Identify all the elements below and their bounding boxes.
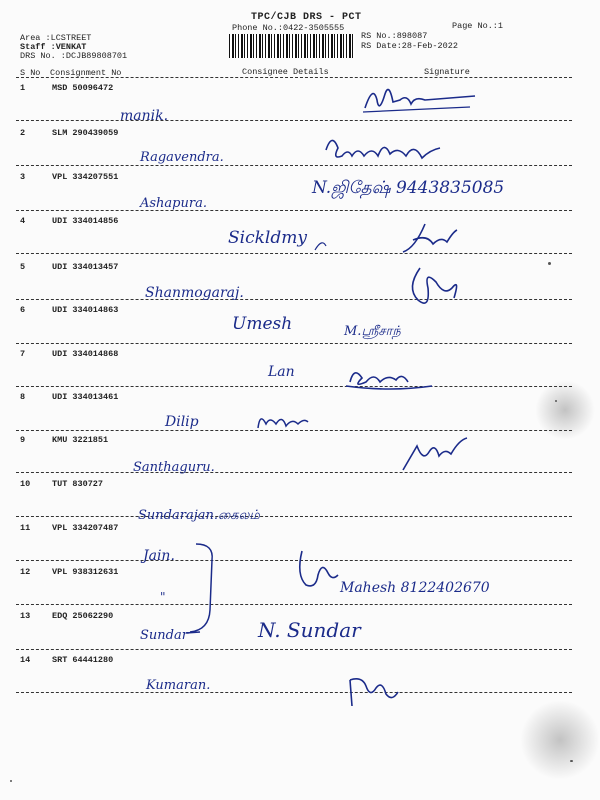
row-sno: 12 xyxy=(20,567,31,577)
handwritten-name: Lan xyxy=(268,364,295,380)
handwritten-signature: N. Sundar xyxy=(258,618,361,642)
scan-smudge xyxy=(520,700,600,780)
col-header-consignee: Consignee Details xyxy=(242,67,329,77)
drs-number: DRS No. :DCJB89808701 xyxy=(20,51,128,61)
row-sno: 14 xyxy=(20,655,31,665)
page-number: Page No.:1 xyxy=(452,21,504,31)
col-header-sno: S No xyxy=(20,68,41,78)
col-header-signature: Signature xyxy=(424,67,470,77)
row-sno: 6 xyxy=(20,305,26,315)
handwritten-phone: Mahesh 8122402670 xyxy=(340,580,490,596)
scan-smudge xyxy=(535,380,595,440)
signature-row-14 xyxy=(342,672,402,712)
row-sno: 2 xyxy=(20,128,26,138)
row-consignment: UDI 334014863 xyxy=(52,305,119,315)
handwritten-name: Sundarajan.கைலம் xyxy=(138,508,260,523)
row-sno: 11 xyxy=(20,523,31,533)
row-consignment: SLM 290439059 xyxy=(52,128,119,138)
signature-row-8 xyxy=(252,408,312,438)
row-sno: 3 xyxy=(20,172,26,182)
scan-speck xyxy=(570,760,573,762)
scan-speck xyxy=(10,780,12,782)
signature-row-5 xyxy=(400,258,470,318)
handwritten-name: manik. xyxy=(120,108,169,124)
handwritten-name: Umesh xyxy=(232,314,293,334)
scan-speck xyxy=(555,400,557,402)
row-sno: 5 xyxy=(20,262,26,272)
handwritten-name: Sundar xyxy=(140,628,188,643)
handwritten-name: Jain. xyxy=(143,548,175,564)
row-consignment: SRT 64441280 xyxy=(52,655,114,665)
signature-row-1 xyxy=(355,80,480,120)
row-consignment: VPL 938312631 xyxy=(52,567,119,577)
handwritten-name: Santhaguru. xyxy=(133,460,215,475)
rs-number: RS No.:898087 xyxy=(361,31,428,41)
signature-row-7 xyxy=(340,360,440,395)
handwritten-name: Ashapura. xyxy=(140,196,207,211)
row-sno: 8 xyxy=(20,392,26,402)
row-sno: 1 xyxy=(20,83,26,93)
row-consignment: MSD 50096472 xyxy=(52,83,114,93)
row-sno: 4 xyxy=(20,216,26,226)
row-consignment: EDQ 25062290 xyxy=(52,611,114,621)
signature-row-11 xyxy=(292,545,342,595)
signature-row-4 xyxy=(395,218,465,258)
handwritten-name: Shanmogaraj. xyxy=(145,285,244,301)
signature-row-9 xyxy=(395,432,475,477)
staff-field: Staff :VENKAT xyxy=(20,42,87,52)
row-consignment: VPL 334207551 xyxy=(52,172,119,182)
handwritten-name: Sickldmy xyxy=(228,228,307,248)
rs-date: RS Date:28-Feb-2022 xyxy=(361,41,458,51)
handwritten-phone: N.ஜிதேஷ் 9443835085 xyxy=(312,178,505,198)
row-consignment: UDI 334014856 xyxy=(52,216,119,226)
area-field: Area :LCSTREET xyxy=(20,33,92,43)
phone-number: Phone No.:0422-3505555 xyxy=(232,23,345,33)
row-consignment: UDI 334014868 xyxy=(52,349,119,359)
row-sno: 13 xyxy=(20,611,31,621)
row-consignment: VPL 334207487 xyxy=(52,523,119,533)
row-consignment: UDI 334013461 xyxy=(52,392,119,402)
handwritten-name: Kumaran. xyxy=(146,678,211,693)
handwritten-name: Dilip xyxy=(165,414,199,430)
scan-speck xyxy=(548,262,551,265)
handwritten-name: M.ஸ்ரீசாந் xyxy=(344,324,401,339)
row-consignment: KMU 3221851 xyxy=(52,435,109,445)
col-header-consignment: Consignment No xyxy=(50,68,122,78)
signature-row-2 xyxy=(318,130,448,170)
sheet-title: TPC/CJB DRS - PCT xyxy=(251,12,362,23)
row-consignment: UDI 334013457 xyxy=(52,262,119,272)
row-sno: 7 xyxy=(20,349,26,359)
handwritten-ditto: " xyxy=(160,590,166,604)
row-sno: 9 xyxy=(20,435,26,445)
handwritten-name: Ragavendra. xyxy=(140,150,224,165)
row-consignment: TUT 830727 xyxy=(52,479,104,489)
row-sno: 10 xyxy=(20,479,31,489)
